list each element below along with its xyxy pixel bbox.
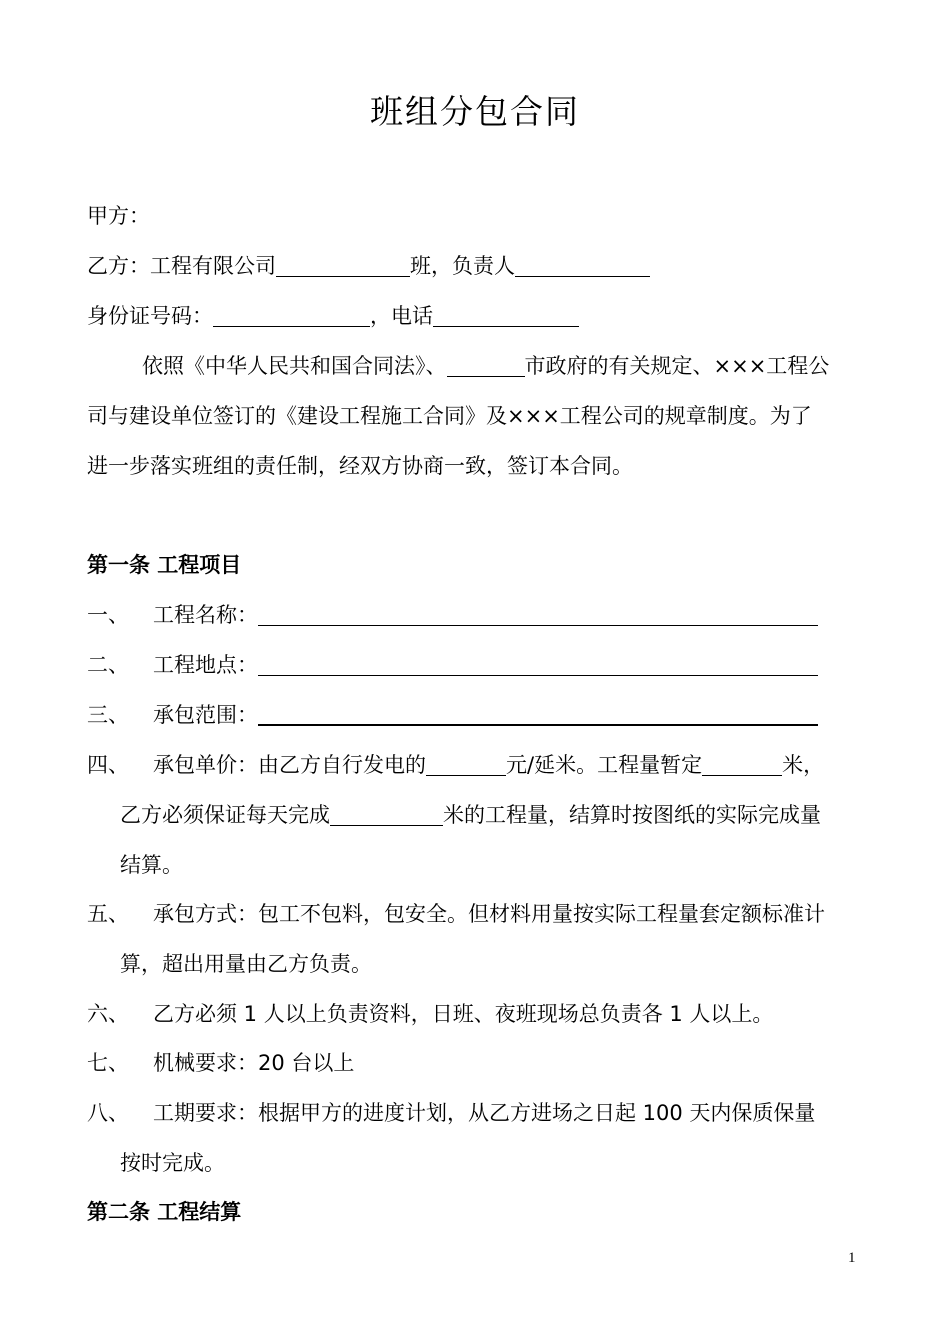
item-2 <box>87 651 818 679</box>
preamble-text-a: 依照《中华人民共和国合同法》、 <box>142 354 447 378</box>
id-number-blank[interactable] <box>213 304 370 327</box>
item-number: 二、 <box>87 653 129 677</box>
item-label: 承包单价：由乙方自行发电的 <box>153 753 426 777</box>
party-b-label: 乙方：工程有限公司 <box>87 254 276 278</box>
phone-label: ，电话 <box>370 304 433 328</box>
item-number: 七、 <box>87 1051 129 1075</box>
item-label: 工程地点： <box>153 653 258 677</box>
item-label: 工期要求：根据甲方的进度计划，从乙方进场之日起 100 天内保质保量 <box>153 1101 816 1125</box>
city-blank[interactable] <box>447 354 525 377</box>
item-number: 八、 <box>87 1101 129 1125</box>
preamble-line-3: 进一步落实班组的责任制，经双方协商一致，签订本合同。 <box>87 454 633 478</box>
project-name-blank[interactable] <box>258 603 818 626</box>
item-3 <box>87 701 818 729</box>
item-text: 元/延米。工程量暂定 <box>506 753 703 777</box>
item-number: 五、 <box>87 902 129 926</box>
article-2-heading: 第二条 工程结算 <box>87 1200 242 1224</box>
item-number: 三、 <box>87 703 129 727</box>
item-6 <box>87 1000 773 1028</box>
item-label: 机械要求：20 台以上 <box>153 1051 355 1075</box>
item-4-cont-2: 结算。 <box>120 853 183 877</box>
item-text: 米的工程量，结算时按图纸的实际完成量 <box>443 803 821 827</box>
item-label: 乙方必须 1 人以上负责资料，日班、夜班现场总负责各 1 人以上。 <box>153 1002 774 1026</box>
item-5 <box>87 900 825 928</box>
item-text: 米， <box>782 753 825 777</box>
team-name-blank[interactable] <box>276 254 410 277</box>
item-8-cont: 按时完成。 <box>120 1151 225 1175</box>
party-b-leader-label: 班，负责人 <box>410 254 515 278</box>
project-location-blank[interactable] <box>258 653 818 676</box>
item-number: 六、 <box>87 1002 129 1026</box>
unit-price-blank[interactable] <box>426 753 506 776</box>
item-4 <box>87 751 824 779</box>
party-a-label: 甲方： <box>87 204 150 228</box>
item-5-cont: 算，超出用量由乙方负责。 <box>120 952 372 976</box>
scope-blank[interactable] <box>258 702 818 726</box>
id-phone-line <box>87 302 579 330</box>
id-label: 身份证号码： <box>87 304 213 328</box>
preamble-text-b: 市政府的有关规定、×××工程公 <box>524 354 830 378</box>
item-label: 承包范围： <box>153 703 258 727</box>
document-title: 班组分包合同 <box>370 92 580 131</box>
item-number: 四、 <box>87 753 129 777</box>
preamble-line-2: 司与建设单位签订的《建设工程施工合同》及×××工程公司的规章制度。为了 <box>87 404 812 428</box>
leader-name-blank[interactable] <box>515 254 650 277</box>
item-1 <box>87 601 818 629</box>
item-text: 乙方必须保证每天完成 <box>120 803 330 827</box>
item-8 <box>87 1099 815 1127</box>
item-7 <box>87 1049 354 1077</box>
item-label: 承包方式：包工不包料，包安全。但材料用量按实际工程量套定额标准计 <box>153 902 825 926</box>
daily-quantity-blank[interactable] <box>330 803 443 826</box>
quantity-blank[interactable] <box>702 753 782 776</box>
item-label: 工程名称： <box>153 603 258 627</box>
page-number: 1 <box>848 1250 856 1266</box>
item-number: 一、 <box>87 603 129 627</box>
party-a-line <box>87 202 150 230</box>
preamble-line-1 <box>142 352 829 380</box>
item-4-cont-1 <box>120 801 821 829</box>
party-b-line <box>87 252 650 280</box>
article-1-heading: 第一条 工程项目 <box>87 553 242 577</box>
phone-blank[interactable] <box>433 304 579 327</box>
